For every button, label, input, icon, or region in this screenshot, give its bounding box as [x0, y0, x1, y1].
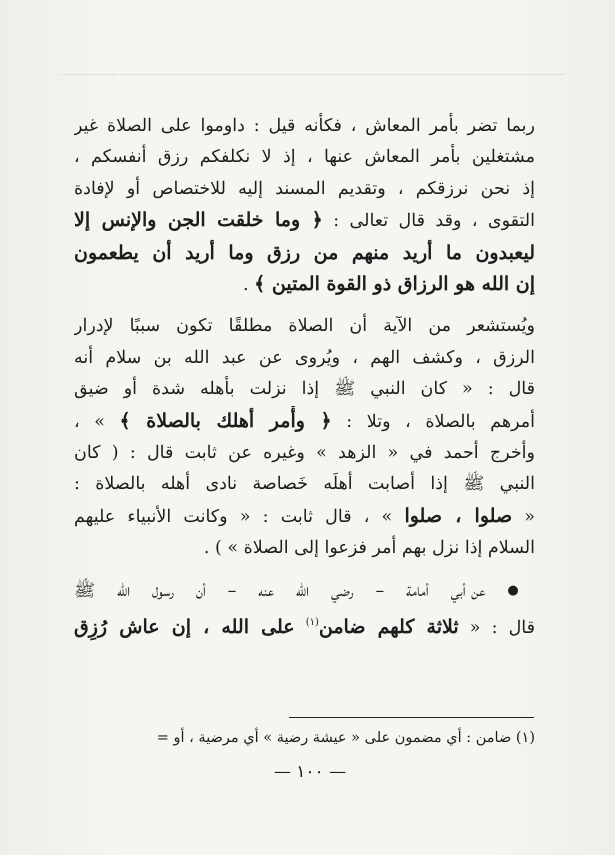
period: .: [242, 275, 249, 296]
footnote: (١) ضامن : أي مضمون على « عيشة رضية » أي مرضية ، أو =: [156, 730, 535, 746]
text-line-16: [74, 607, 535, 644]
quran-verse-end: إن الله هو الرزاق ذو القوة المتين ﴾: [254, 273, 535, 296]
quran-verse-start: ﴿ وما خلقت الجن والإنس إلا: [74, 209, 323, 232]
paragraph-gap: [74, 301, 535, 311]
top-border-line: [60, 74, 565, 75]
text-line-4: [74, 205, 535, 237]
footnote-marker: (١): [305, 617, 319, 629]
quran-verse-middle: ليعبدون ما أريد منهم من رزق وما أريد أن يطعمون: [74, 241, 535, 264]
text-line-15: [74, 575, 535, 607]
text-line-12: النبي ﷺ إذا أصابت أهلَه خَصاصة نادى أهله بالصلاة :: [74, 474, 535, 495]
text-line-14: السلام إذا نزل بهم أمر فزعوا إلى الصلاة » ) .: [203, 538, 535, 559]
text-fragment: » ، قال ثابت : « وكانت الأنبياء عليهم: [74, 506, 393, 527]
text-fragment: قال : «: [469, 618, 535, 639]
text-line-8: الرزق ، وكشف الهم ، ويُروى عن عبد الله بن سلام أنه: [74, 347, 535, 368]
text-line-13: [74, 501, 535, 533]
hadith-text: ثلاثة كلهم ضامن: [318, 616, 459, 639]
text-fragment: «: [524, 506, 535, 527]
text-line-3: إذ نحن نرزقكم ، وتقديم المسند إليه للاختصاص أو لإفادة: [74, 178, 535, 199]
text-fragment: أمرهم بالصلاة ، وتلا :: [346, 411, 535, 432]
text-line-10: [74, 406, 535, 438]
text-line-1: ربما تضر بأمر المعاش ، فكأنه قيل : داوموا على الصلاة غير: [74, 116, 535, 136]
quran-intro: التقوى ، وقد قال تعالى :: [333, 211, 535, 232]
text-line-6: [74, 269, 535, 301]
hadith-intro: عن أبي أمامة – رضي الله عنه – أن رسول الله ﷺ: [74, 580, 486, 601]
quran-verse-salah: ﴿ وأْمر أهلك بالصلاة ﴾: [119, 409, 332, 432]
main-text: [74, 111, 535, 645]
footnote-separator: [289, 717, 534, 718]
text-fragment: » ،: [74, 411, 105, 432]
paragraph-gap: [74, 565, 535, 575]
bold-phrase: صلوا ، صلوا: [404, 504, 513, 527]
text-line-2: مشتغلين بأمر المعاش عنها ، إذ لا نكلفكم رزق أنفسكم ،: [74, 147, 535, 168]
text-line-7: ويُستشعر من الآية أن الصلاة مطلقًا تكون سببًا لإدرار: [74, 316, 535, 337]
text-line-9: قال : « كان النبي ﷺ إذا نزلت بأهله شدة أو ضيق: [74, 379, 535, 400]
page-number: — ١٠٠ —: [273, 762, 347, 782]
hadith-text-continued: على الله ، إن عاش رُزِق: [74, 616, 295, 639]
bullet-icon: ●: [507, 582, 535, 598]
text-line-11: وأخرج أحمد في « الزهد » وغيره عن ثابت قال : ( كان: [74, 443, 535, 464]
